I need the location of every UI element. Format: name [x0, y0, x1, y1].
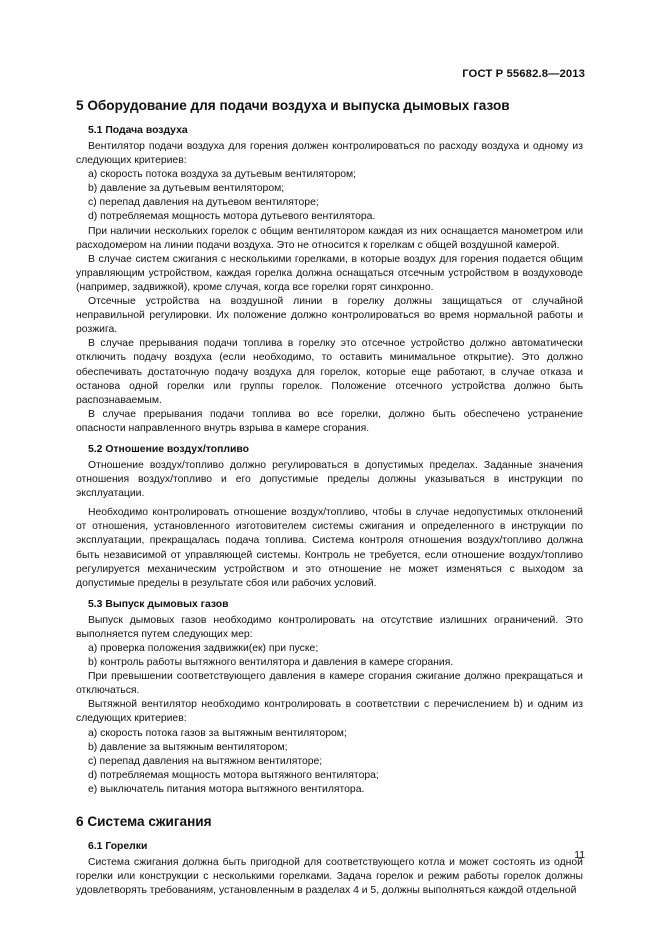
paragraph: Необходимо контролировать отношение воздух/топливо, чтобы в случае недопустимых отклонений от отношения, установленного изготовителем системы сжигания и определенного в инструкции по эксплуатации, прекращалась подача топлива. Система контроля отношения воздух/топливо должна быть независимой от управляющей системы. Контроль не требуется, если отношение воздух/топливо регулируется механическим устройством и это отношение не может изменяться с выходом за допустимые пределы в результате сбоя или рабочих условий.	[76, 507, 583, 589]
list-item: e) выключатель питания мотора вытяжного вентилятора.	[88, 783, 365, 795]
list-item: b) контроль работы вытяжного вентилятора и давления в камере сгорания.	[88, 657, 454, 669]
list-item: a) скорость потока газов за вытяжным вентилятором;	[88, 727, 347, 739]
paragraph: При превышении соответствующего давления в камере сгорания сжигание должно прекращаться и отключаться.	[76, 671, 583, 697]
subsection-6-1-title: 6.1 Горелки	[88, 841, 148, 853]
document-id-header: ГОСТ Р 55682.8—2013	[462, 68, 585, 80]
paragraph: В случае прерывания подачи топлива в горелку это отсечное устройство должно автоматически отключить подачу воздуха (если необходимо, то оставить минимальное открытие). Это должно обеспечивать достаточную подачу воздуха для горелок, которые еще работают, в случае отказа и останова одной горелки или группы горелок. Положение отсечного устройства должно быть распознаваемым.	[76, 338, 583, 406]
list-item: b) давление за дутьевым вентилятором;	[88, 183, 285, 195]
list-item: d) потребляемая мощность мотора дутьевого вентилятора.	[88, 211, 376, 223]
subsection-5-2-title: 5.2 Отношение воздух/топливо	[88, 443, 249, 455]
list-item: d) потребляемая мощность мотора вытяжного вентилятора;	[88, 769, 379, 781]
subsection-5-1-title: 5.1 Подача воздуха	[88, 125, 188, 136]
paragraph: Выпуск дымовых газов необходимо контролировать на отсутствие излишних ограничений. Это выполняется путем следующих мер:	[76, 614, 583, 640]
section-6-title: 6 Система сжигания	[76, 814, 212, 830]
paragraph: В случае прерывания подачи топлива во все горелки, должно быть обеспечено устранение опасности направленного внутрь взрыва в камере сгорания.	[76, 408, 583, 434]
paragraph: Отношение воздух/топливо должно регулироваться в допустимых пределах. Заданные значения отношения воздух/топливо и его допустимые пределы должны указываться в инструкции по эксплуатации.	[76, 459, 583, 500]
page-content	[76, 97, 583, 898]
paragraph: При наличии нескольких горелок с общим вентилятором каждая из них оснащается манометром или расходомером на линии подачи воздуха. Это не относится к горелкам с общей воздушной камерой.	[76, 225, 583, 251]
list-item: b) давление за вытяжным вентилятором;	[88, 741, 288, 753]
list-item: c) перепад давления на дутьевом вентиляторе;	[88, 197, 319, 209]
paragraph: Вентилятор подачи воздуха для горения должен контролироваться по расходу воздуха и одному из следующих критериев:	[76, 141, 583, 167]
paragraph: Система сжигания должна быть пригодной для соответствующего котла и может состоять из одной горелки или конструкции с несколькими горелками. Задача горелок и режим работы горелок должны удовлетворять требованиям, установленным в разделах 4 и 5, должны выполняться каждой отдельной	[76, 857, 583, 897]
section-5-title: 5 Оборудование для подачи воздуха и выпуска дымовых газов	[76, 98, 510, 113]
list-item: a) скорость потока воздуха за дутьевым вентилятором;	[88, 169, 357, 181]
page-number: 11	[574, 850, 585, 861]
paragraph: В случае систем сжигания с несколькими горелками, в которые воздух для горения подается общим управляющим устройством, каждая горелка должна оснащаться отсечным устройством в воздуховоде (например, задвижкой), кроме случая, когда все горелки горят синхронно.	[76, 253, 583, 293]
paragraph: Вытяжной вентилятор необходимо контролировать в соответствии с перечислением b) и одним из следующих критериев:	[76, 699, 583, 725]
paragraph: Отсечные устройства на воздушной линии в горелку должны защищаться от случайной неправильной регулировки. Их положение должно контролироваться во время нормальной работы и розжига.	[76, 296, 583, 336]
list-item: a) проверка положения задвижки(ек) при пуске;	[88, 643, 319, 654]
list-item: c) перепад давления на вытяжном вентиляторе;	[88, 755, 323, 767]
subsection-5-3-title: 5.3 Выпуск дымовых газов	[88, 598, 229, 610]
